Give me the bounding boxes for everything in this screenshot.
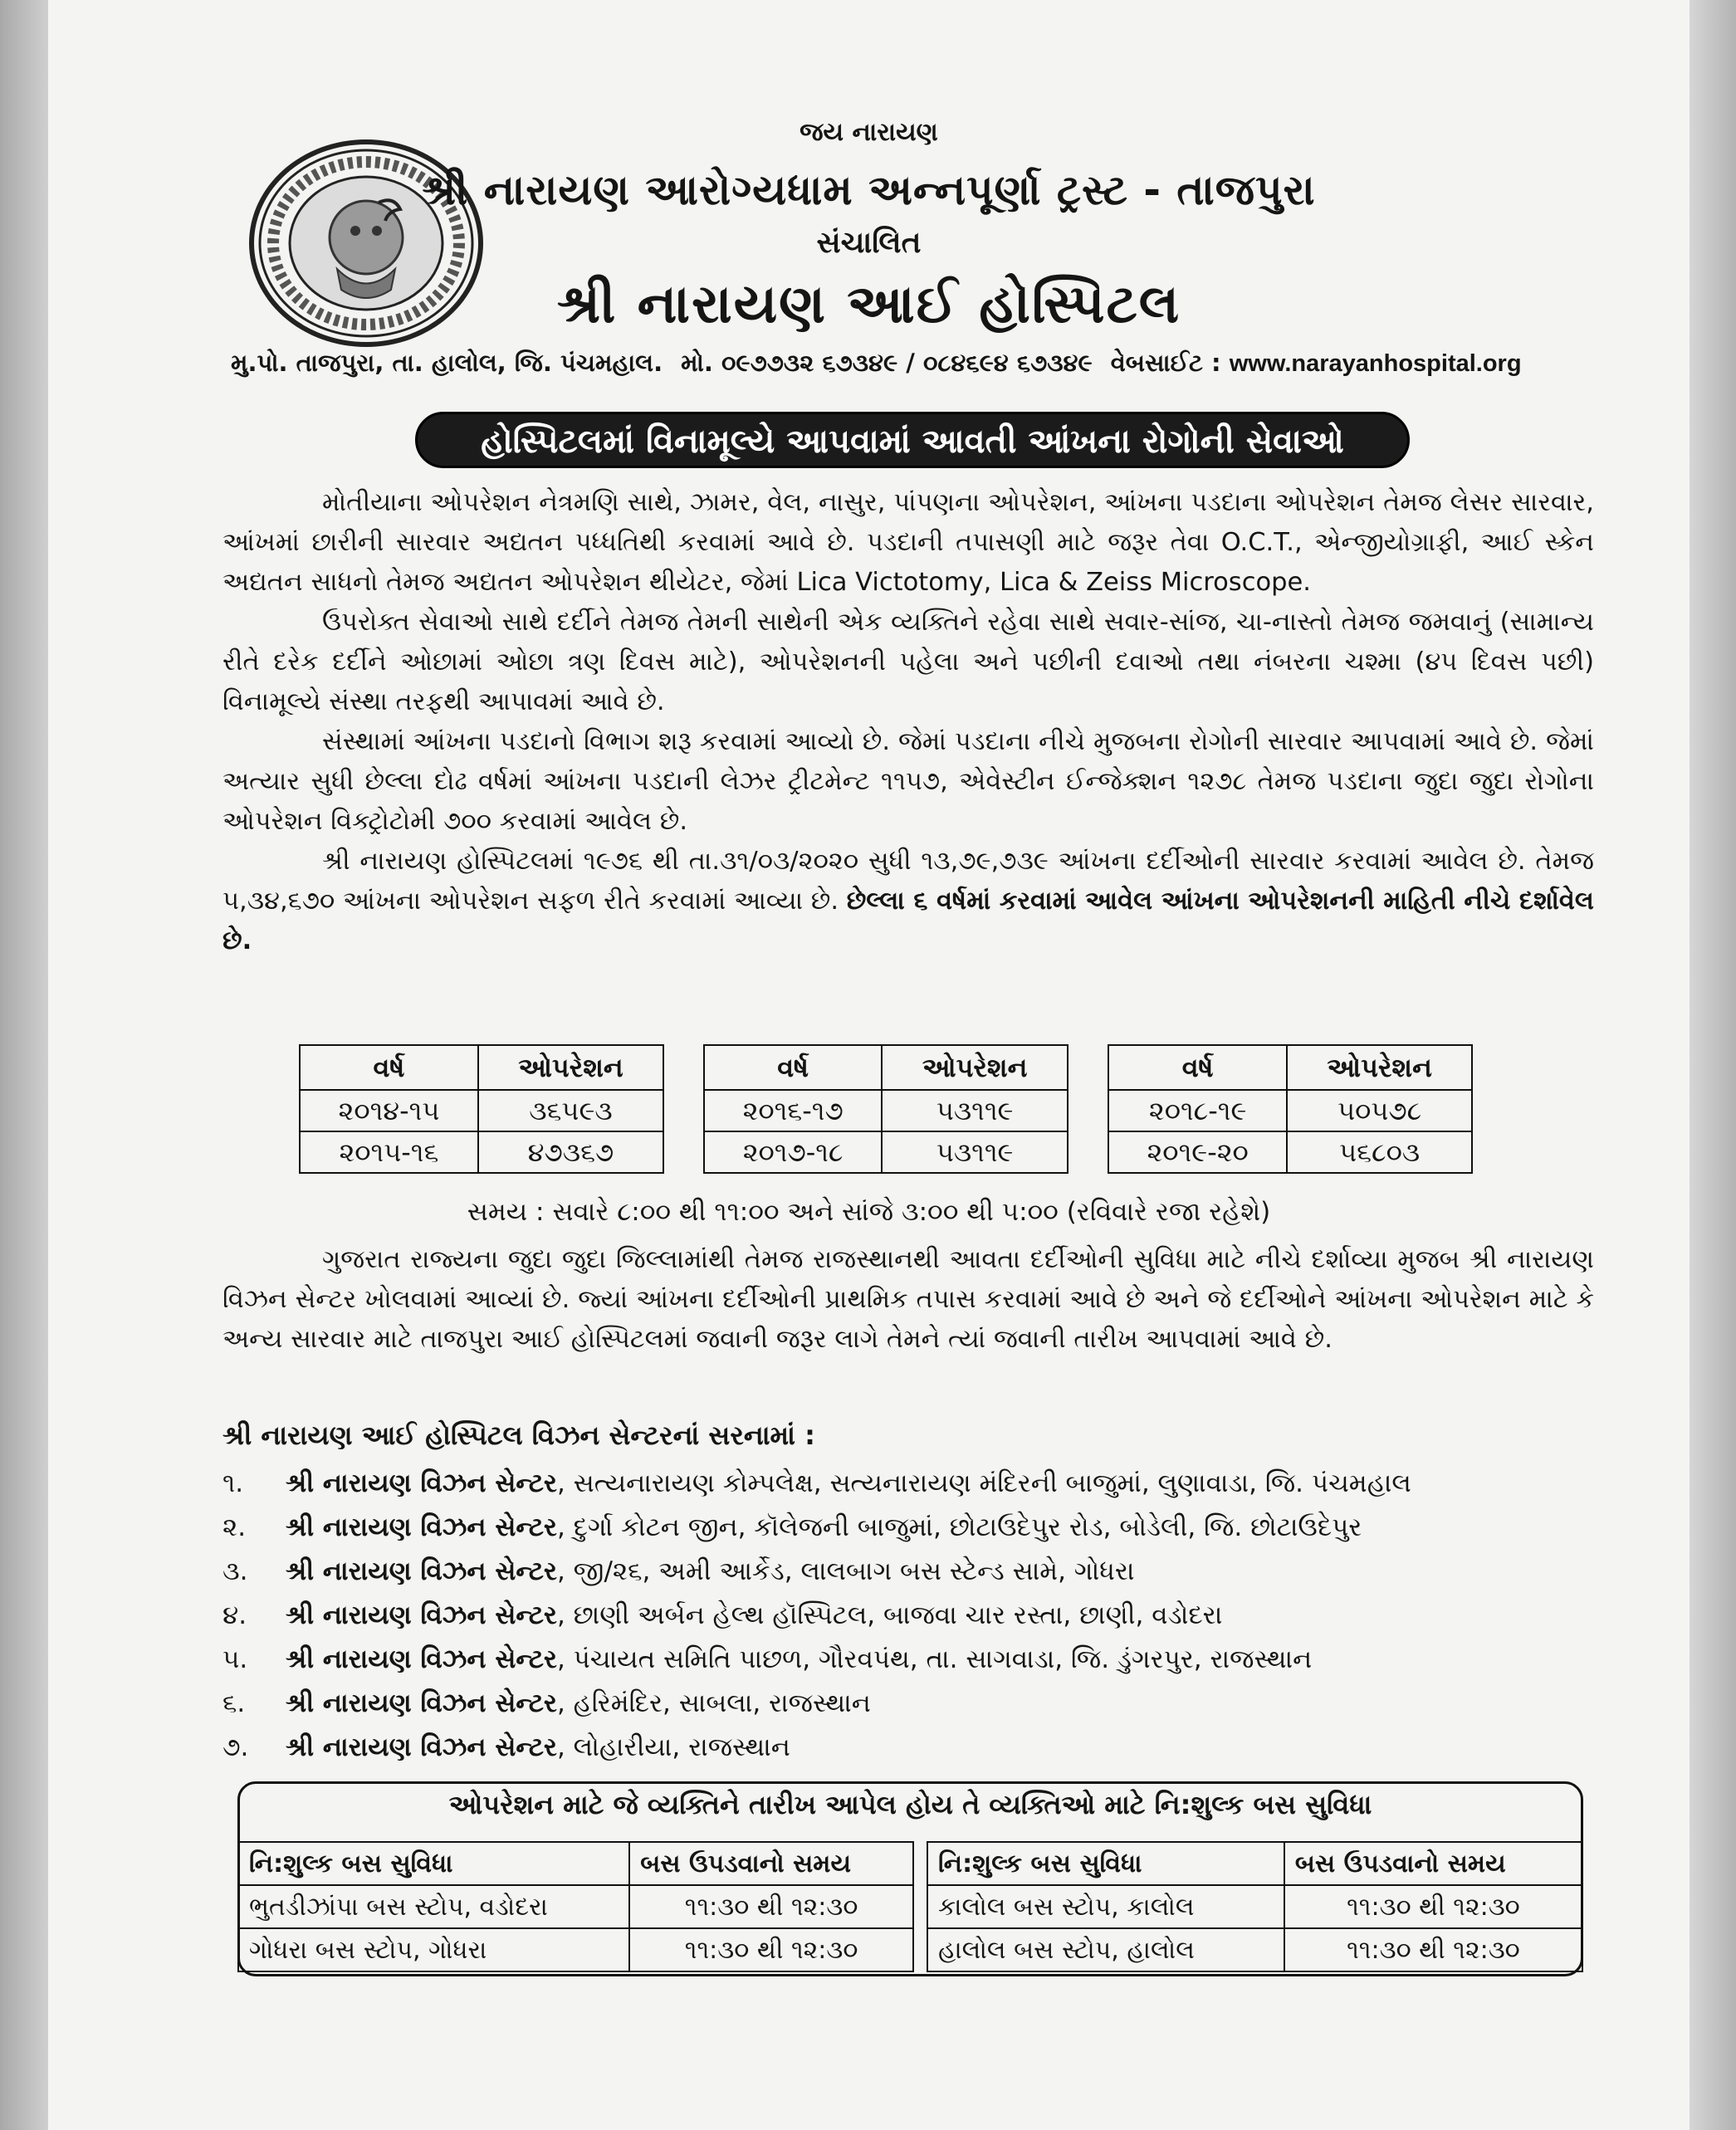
list-item: ૩. શ્રી નારાયણ વિઝન સેન્ટર, જી/૨૬, અમી આર્કેડ, લાલબાગ બસ સ્ટેન્ડ સામે, ગોધરા bbox=[223, 1551, 1634, 1595]
center-name: શ્રી નારાયણ વિઝન સેન્ટર bbox=[286, 1556, 557, 1586]
bus-facility-title: ઓપરેશન માટે જે વ્યક્તિને તારીખ આપેલ હોય તે વ્યક્તિઓ માટે નિ:શુલ્ક બસ સુવિધા bbox=[448, 1789, 1372, 1820]
col-operations: ઓપરેશન bbox=[1287, 1045, 1472, 1090]
center-name: શ્રી નારાયણ વિઝન સેન્ટર bbox=[286, 1732, 557, 1762]
scan-shadow-left bbox=[0, 0, 48, 2130]
list-item: ૭. શ્રી નારાયણ વિઝન સેન્ટર, લોહારીયા, રાજસ્થાન bbox=[223, 1727, 1634, 1771]
table-row bbox=[1108, 1131, 1472, 1173]
year-cell: ૨૦૧૪-૧૫ bbox=[300, 1090, 478, 1131]
vision-centers-intro bbox=[223, 1240, 1594, 1360]
sanchalit-label: સંચાલિત bbox=[816, 226, 922, 260]
bus-stop-cell: ગોધરા બસ સ્ટોપ, ગોધરા bbox=[238, 1928, 629, 1971]
statistics-bold-text: છેલ્લા ૬ વર્ષમાં કરવામાં આવેલ આંખના ઓપરેશનની માહિતી નીચે દર્શાવેલ છે. bbox=[223, 887, 1594, 955]
col-year: વર્ષ bbox=[1108, 1045, 1287, 1090]
year-cell: ૨૦૧૯-૨૦ bbox=[1108, 1131, 1287, 1173]
header-jay-narayan: જય નારાયણ bbox=[800, 118, 938, 147]
item-number: ૨. bbox=[223, 1512, 247, 1542]
col-bus-facility: નિ:શુલ્ક બસ સુવિધા bbox=[238, 1842, 629, 1885]
document-page bbox=[48, 0, 1690, 2130]
col-operations: ઓપરેશન bbox=[882, 1045, 1068, 1090]
col-departure-time: બસ ઉપડવાનો સમય bbox=[629, 1842, 913, 1885]
table-row bbox=[704, 1131, 1068, 1173]
center-name: શ્રી નારાયણ વિઝન સેન્ટર bbox=[286, 1600, 557, 1630]
center-address: પંચાયત સમિતિ પાછળ, ગૌરવપંથ, તા. સાગવાડા, જિ. ડુંગરપુર, રાજસ્થાન bbox=[573, 1644, 1313, 1674]
year-cell: ૨૦૧૭-૧૮ bbox=[704, 1131, 882, 1173]
table-row bbox=[927, 1928, 1582, 1971]
list-item: ૪. શ્રી નારાયણ વિઝન સેન્ટર, છાણી અર્બન હેલ્થ હૉસ્પિટલ, બાજવા ચાર રસ્તા, છાણી, વડોદરા bbox=[223, 1595, 1634, 1639]
list-item: ૧. શ્રી નારાયણ વિઝન સેન્ટર, સત્યનારાયણ કોમ્પલેક્ષ, સત્યનારાયણ મંદિરની બાજુમાં, લુણાવાડા, જિ. પંચમહાલ bbox=[223, 1463, 1634, 1507]
website-label: વેબસાઈટ : bbox=[1110, 349, 1221, 377]
center-name: શ્રી નારાયણ વિઝન સેન્ટર bbox=[286, 1644, 557, 1674]
center-name: શ્રી નારાયણ વિઝન સેન્ટર bbox=[286, 1468, 557, 1498]
center-name: શ્રી નારાયણ વિઝન સેન્ટર bbox=[286, 1688, 557, 1718]
bus-time-cell: ૧૧:૩૦ થી ૧૨:૩૦ bbox=[1284, 1928, 1582, 1971]
paragraph-facilities: ઉપરોક્ત સેવાઓ સાથે દર્દીને તેમજ તેમની સાથેની એક વ્યક્તિને રહેવા સાથે સવાર-સાંજ, ચા-નાસ્તો તેમજ જમવાનું (સામાન્ય રીતે દરેક દર્દીને ઓછામાં ઓછા ત્રણ દિવસ માટે), ઓપરેશનની પહેલા અને પછીની દવાઓ તથા નંબરના ચશ્મા (૪૫ દિવસ પછી) વિનામૂલ્યે સંસ્થા તરફથી આપાવમાં આવે છે. bbox=[223, 608, 1594, 716]
timing-line: સમય : સવારે ૮:૦૦ થી ૧૧:૦૦ અને સાંજે ૩:૦૦ થી ૫:૦૦ (રવિવારે રજા રહેશે) bbox=[467, 1197, 1271, 1227]
center-address: સત્યનારાયણ કોમ્પલેક્ષ, સત્યનારાયણ મંદિરની બાજુમાં, લુણાવાડા, જિ. પંચમહાલ bbox=[573, 1468, 1411, 1498]
table-row bbox=[927, 1885, 1582, 1928]
bus-table-left bbox=[237, 1841, 914, 1972]
list-item: ૨. શ્રી નારાયણ વિઝન સેન્ટર, દુર્ગા કોટન જીન, કૉલેજની બાજુમાં, છોટાઉદેપુર રોડ, બોડેલી, જિ. છોટાઉદેપુર bbox=[223, 1507, 1634, 1551]
item-number: ૫. bbox=[223, 1644, 248, 1674]
center-address: લોહારીયા, રાજસ્થાન bbox=[573, 1732, 790, 1762]
vision-centers-title: શ્રી નારાયણ આઈ હોસ્પિટલ વિઝન સેન્ટરનાં સરનામાં : bbox=[223, 1419, 815, 1451]
operations-table-1 bbox=[299, 1044, 664, 1174]
bus-stop-cell: હાલોલ બસ સ્ટોપ, હાલોલ bbox=[927, 1928, 1284, 1971]
item-number: ૧. bbox=[223, 1468, 244, 1498]
bus-stop-cell: ભુતડીઝાંપા બસ સ્ટોપ, વડોદરા bbox=[238, 1885, 629, 1928]
paragraph-statistics bbox=[223, 842, 1594, 961]
ops-cell: ૫૬૮૦૩ bbox=[1287, 1131, 1472, 1173]
intro-paragraphs bbox=[223, 483, 1594, 961]
table-row bbox=[300, 1090, 663, 1131]
operations-table-3 bbox=[1108, 1044, 1473, 1174]
bus-table-right bbox=[927, 1841, 1583, 1972]
ops-cell: ૫૩૧૧૯ bbox=[882, 1131, 1068, 1173]
year-cell: ૨૦૧૬-૧૭ bbox=[704, 1090, 882, 1131]
item-number: ૬. bbox=[223, 1688, 246, 1718]
year-cell: ૨૦૧૮-૧૯ bbox=[1108, 1090, 1287, 1131]
trust-name: શ્રી નારાયણ આરોગ્યધામ અન્નપૂર્ણા ટ્રસ્ટ - તાજપુરા bbox=[422, 166, 1316, 214]
table-row bbox=[300, 1131, 663, 1173]
paragraph-vision-centers: ગુજરાત રાજ્યના જુદા જુદા જિલ્લામાંથી તેમજ રાજસ્થાનથી આવતા દર્દીઓની સુવિધા માટે નીચે દર્શાવ્યા મુજબ શ્રી નારાયણ વિઝન સેન્ટર ખોલવામાં આવ્યાં છે. જ્યાં આંખના દર્દીઓની પ્રાથમિક તપાસ કરવામાં આવે છે અને જે દર્દીઓને આંખના ઓપરેશન માટે કે અન્ય સારવાર માટે તાજપુરા આઈ હોસ્પિટલમાં જવાની જરૂર લાગે તેમને ત્યાં જવાની તારીખ આપવામાં આવે છે. bbox=[223, 1245, 1594, 1354]
center-address: છાણી અર્બન હેલ્થ હૉસ્પિટલ, બાજવા ચાર રસ્તા, છાણી, વડોદરા bbox=[573, 1600, 1223, 1630]
item-number: ૭. bbox=[223, 1732, 249, 1762]
center-address: જી/૨૬, અમી આર્કેડ, લાલબાગ બસ સ્ટેન્ડ સામે, ગોધરા bbox=[573, 1556, 1135, 1586]
col-year: વર્ષ bbox=[704, 1045, 882, 1090]
ops-cell: ૩૬૫૯૩ bbox=[478, 1090, 663, 1131]
website-url: www.narayanhospital.org bbox=[1229, 350, 1522, 377]
paragraph-retina: સંસ્થામાં આંખના પડદાનો વિભાગ શરૂ કરવામાં આવ્યો છે. જેમાં પડદાના નીચે મુજબના રોગોની સારવાર આપવામાં આવે છે. જેમાં અત્યાર સુધી છેલ્લા દોઢ વર્ષમાં આંખના પડદાની લેઝર ટ્રીટમેન્ટ ૧૧૫૭, એવેસ્ટીન ઈન્જેક્શન ૧૨૭૮ તેમજ પડદાના જુદા જુદા રોગોના ઓપરેશન વિક્ટ્રોટોમી ૭૦૦ કરવામાં આવેલ છે. bbox=[223, 727, 1594, 836]
ops-cell: ૪૭૩૬૭ bbox=[478, 1131, 663, 1173]
address-line bbox=[231, 349, 1522, 378]
bus-time-cell: ૧૧:૩૦ થી ૧૨:૩૦ bbox=[629, 1885, 913, 1928]
list-item: ૫. શ્રી નારાયણ વિઝન સેન્ટર, પંચાયત સમિતિ પાછળ, ગૌરવપંથ, તા. સાગવાડા, જિ. ડુંગરપુર, રાજસ્થાન bbox=[223, 1639, 1634, 1683]
table-row bbox=[1108, 1090, 1472, 1131]
ops-cell: ૫૩૧૧૯ bbox=[882, 1090, 1068, 1131]
center-name: શ્રી નારાયણ વિઝન સેન્ટર bbox=[286, 1512, 557, 1542]
vision-centers-list bbox=[223, 1463, 1634, 1771]
paragraph-services: મોતીયાના ઓપરેશન નેત્રમણિ સાથે, ઝામર, વેલ, નાસુર, પાંપણના ઓપરેશન, આંખના પડદાના ઓપરેશન તેમજ લેસર સારવાર, આંખમાં છારીની સારવાર અદ્યતન પધ્ધતિથી કરવામાં આવે છે. પડદાની તપાસણી માટે જરૂર તેવા O.C.T., એન્જીયોગ્રાફી, આઈ સ્કેન અદ્યતન સાધનો તેમજ અદ્યતન ઓપરેશન થીયેટર, જેમાં Lica Victotomy, Lica & Zeiss Microscope. bbox=[223, 488, 1594, 597]
services-banner: હોસ્પિટલમાં વિનામૂલ્યે આપવામાં આવતી આંખના રોગોની સેવાઓ bbox=[415, 412, 1410, 468]
col-departure-time: બસ ઉપડવાનો સમય bbox=[1284, 1842, 1582, 1885]
table-row bbox=[238, 1928, 913, 1971]
address-text: મુ.પો. તાજપુરા, તા. હાલોલ, જિ. પંચમહાલ. bbox=[231, 349, 663, 377]
center-address: દુર્ગા કોટન જીન, કૉલેજની બાજુમાં, છોટાઉદેપુર રોડ, બોડેલી, જિ. છોટાઉદેપુર bbox=[573, 1512, 1362, 1542]
bus-time-cell: ૧૧:૩૦ થી ૧૨:૩૦ bbox=[629, 1928, 913, 1971]
operations-table-2 bbox=[703, 1044, 1068, 1174]
list-item: ૬. શ્રી નારાયણ વિઝન સેન્ટર, હરિમંદિર, સાબલા, રાજસ્થાન bbox=[223, 1683, 1634, 1727]
ops-cell: ૫૦૫૭૮ bbox=[1287, 1090, 1472, 1131]
hospital-name: શ્રી નારાયણ આઈ હોસ્પિટલ bbox=[556, 274, 1181, 335]
year-cell: ૨૦૧૫-૧૬ bbox=[300, 1131, 478, 1173]
col-bus-facility: નિ:શુલ્ક બસ સુવિધા bbox=[927, 1842, 1284, 1885]
item-number: ૩. bbox=[223, 1556, 248, 1586]
item-number: ૪. bbox=[223, 1600, 247, 1630]
bus-stop-cell: કાલોલ બસ સ્ટોપ, કાલોલ bbox=[927, 1885, 1284, 1928]
table-row bbox=[704, 1090, 1068, 1131]
bus-time-cell: ૧૧:૩૦ થી ૧૨:૩૦ bbox=[1284, 1885, 1582, 1928]
col-year: વર્ષ bbox=[300, 1045, 478, 1090]
center-address: હરિમંદિર, સાબલા, રાજસ્થાન bbox=[573, 1688, 871, 1718]
col-operations: ઓપરેશન bbox=[478, 1045, 663, 1090]
scan-shadow-right bbox=[1690, 0, 1736, 2130]
phone-numbers: મો. ૦૯૭૭૩૨ ૬૭૩૪૯ / ૦૮૪૬૯૪ ૬૭૩૪૯ bbox=[681, 349, 1093, 377]
table-row bbox=[238, 1885, 913, 1928]
statistics-text: શ્રી નારાયણ હોસ્પિટલમાં ૧૯૭૬ થી તા.૩૧/૦૩/૨૦૨૦ સુધી ૧૩,૭૯,૭૩૯ આંખના દર્દીઓની સારવાર કરવામાં આવેલ છે. તેમજ ૫,૩૪,૬૭૦ આંખના ઓપરેશન સફળ રીતે કરવામાં આવ્યા છે. bbox=[223, 847, 1594, 916]
